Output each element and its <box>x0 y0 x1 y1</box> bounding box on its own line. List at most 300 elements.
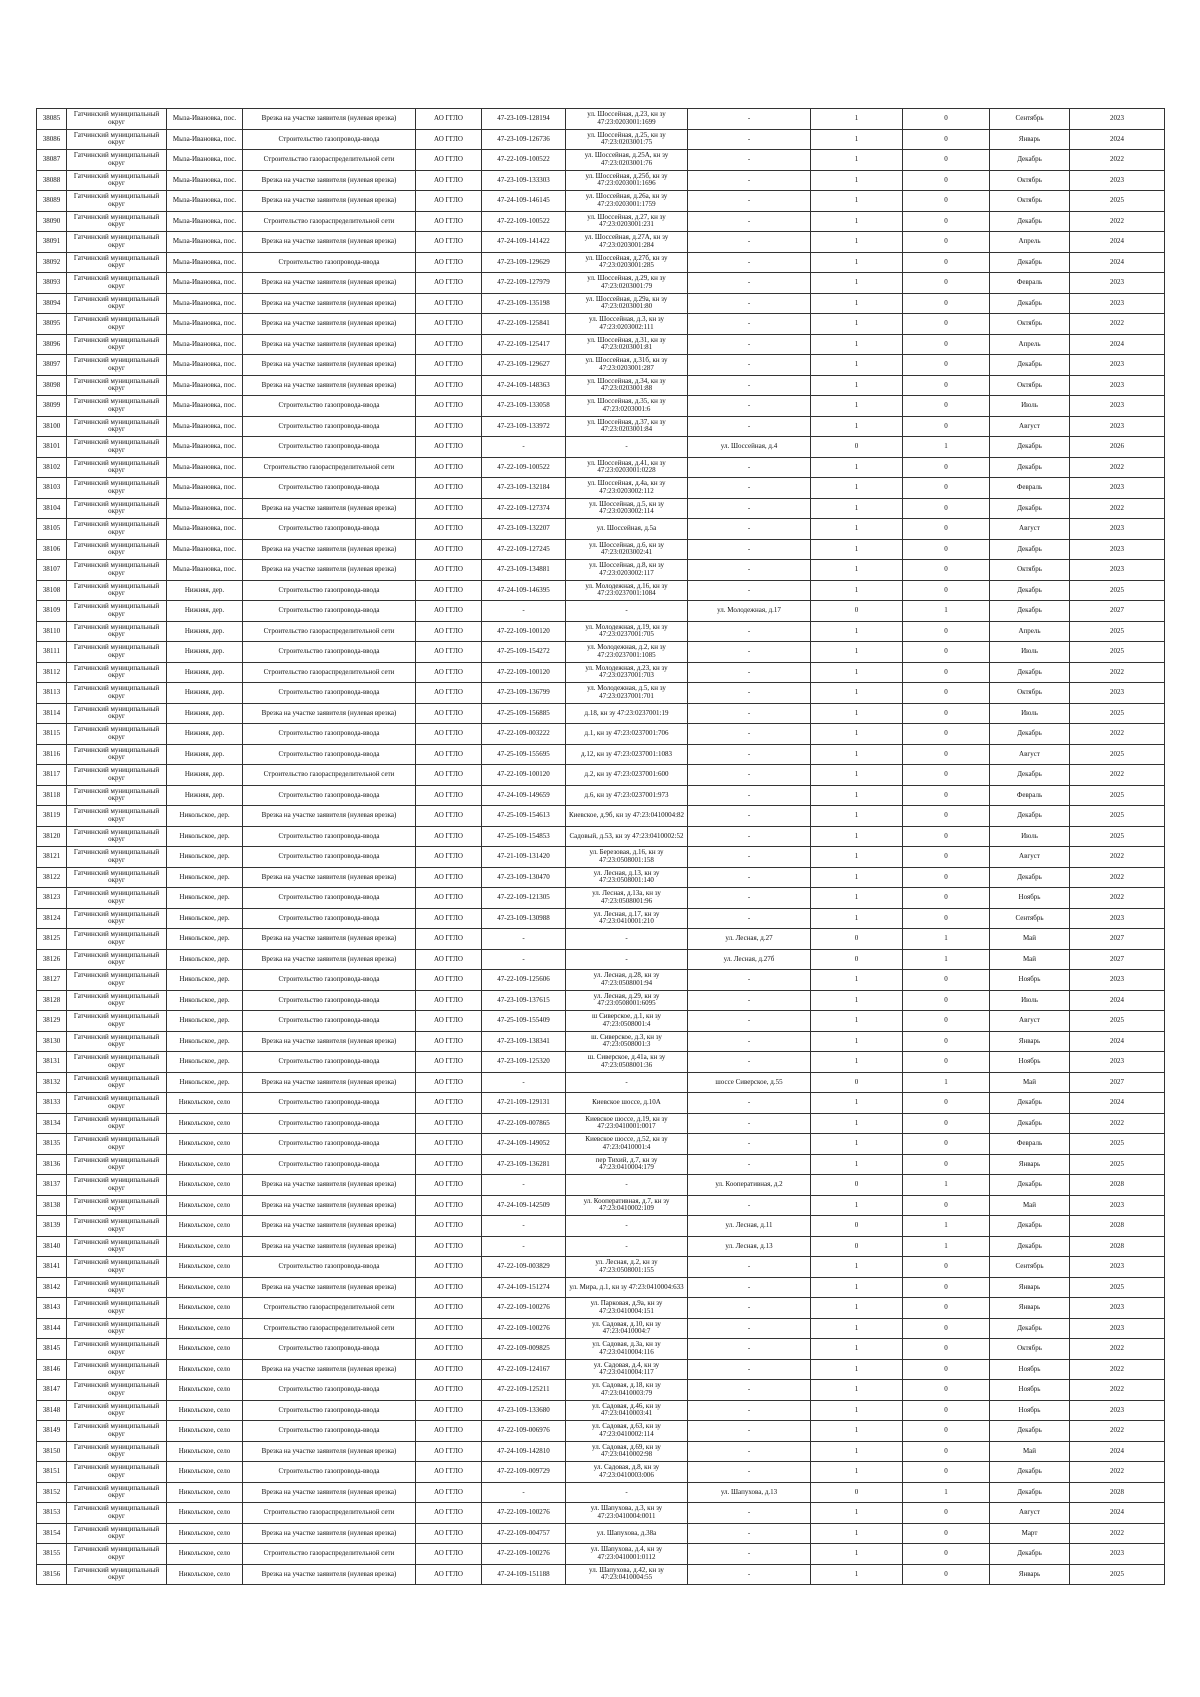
cell-municipal-district: Гатчинский муниципальный округ <box>67 1298 167 1319</box>
cell-municipal-district: Гатчинский муниципальный округ <box>67 703 167 724</box>
cell-planned-address: - <box>688 1134 811 1155</box>
cell-municipal-district: Гатчинский муниципальный округ <box>67 1175 167 1196</box>
cell-count-planned: 0 <box>903 539 990 560</box>
cell-count-planned: 0 <box>903 888 990 909</box>
cell-count-done: 1 <box>811 560 903 581</box>
cell-address-cadastral: Киевское шоссе, д.19, кн зу 47:23:0410001:0017 <box>566 1113 688 1134</box>
cell-municipal-district: Гатчинский муниципальный округ <box>67 1544 167 1565</box>
cell-row-number: 38086 <box>37 129 67 150</box>
cell-organization: АО ГГЛО <box>416 1339 482 1360</box>
cell-row-number: 38101 <box>37 437 67 458</box>
cell-count-done: 1 <box>811 498 903 519</box>
table-row <box>37 273 1165 294</box>
cell-application-number: 47-22-109-100120 <box>482 765 566 786</box>
cell-work-type: Врезка на участке заявителя (нулевая врезка) <box>243 1175 416 1196</box>
cell-organization: АО ГГЛО <box>416 498 482 519</box>
table-row <box>37 539 1165 560</box>
cell-planned-address: - <box>688 621 811 642</box>
cell-year: 2025 <box>1070 642 1165 663</box>
cell-planned-address: - <box>688 806 811 827</box>
cell-address-cadastral: ул. Шоссейная, д.27б, кн зу 47:23:0203001:285 <box>566 252 688 273</box>
table-row <box>37 519 1165 540</box>
cell-organization: АО ГГЛО <box>416 1523 482 1544</box>
cell-row-number: 38152 <box>37 1482 67 1503</box>
cell-planned-address: - <box>688 990 811 1011</box>
cell-organization: АО ГГЛО <box>416 1175 482 1196</box>
cell-count-planned: 0 <box>903 293 990 314</box>
cell-year: 2024 <box>1070 1441 1165 1462</box>
cell-municipal-district: Гатчинский муниципальный округ <box>67 1216 167 1237</box>
table-row <box>37 949 1165 970</box>
cell-planned-address: - <box>688 1564 811 1585</box>
cell-row-number: 38127 <box>37 970 67 991</box>
cell-count-planned: 0 <box>903 191 990 212</box>
table-row <box>37 457 1165 478</box>
cell-application-number: 47-22-109-003829 <box>482 1257 566 1278</box>
cell-count-done: 1 <box>811 703 903 724</box>
cell-month: Декабрь <box>990 601 1070 622</box>
cell-work-type: Строительство газораспределительной сети <box>243 211 416 232</box>
cell-settlement: Никольское, село <box>167 1523 243 1544</box>
cell-address-cadastral: д.6, кн зу 47:23:0237001:973 <box>566 785 688 806</box>
cell-address-cadastral: - <box>566 1482 688 1503</box>
cell-count-done: 1 <box>811 785 903 806</box>
cell-count-planned: 0 <box>903 683 990 704</box>
cell-municipal-district: Гатчинский муниципальный округ <box>67 1236 167 1257</box>
cell-planned-address: - <box>688 252 811 273</box>
cell-work-type: Строительство газопровода-ввода <box>243 437 416 458</box>
cell-organization: АО ГГЛО <box>416 1277 482 1298</box>
cell-work-type: Врезка на участке заявителя (нулевая врезка) <box>243 1523 416 1544</box>
cell-planned-address: - <box>688 109 811 130</box>
cell-municipal-district: Гатчинский муниципальный округ <box>67 170 167 191</box>
cell-year: 2023 <box>1070 519 1165 540</box>
cell-count-done: 1 <box>811 1113 903 1134</box>
cell-address-cadastral: ул. Шоссейная, д.26а, кн зу 47:23:0203001:1759 <box>566 191 688 212</box>
cell-year: 2025 <box>1070 1277 1165 1298</box>
cell-planned-address: - <box>688 1359 811 1380</box>
cell-organization: АО ГГЛО <box>416 601 482 622</box>
table-row <box>37 1093 1165 1114</box>
cell-organization: АО ГГЛО <box>416 847 482 868</box>
table-row <box>37 1421 1165 1442</box>
cell-planned-address: - <box>688 1400 811 1421</box>
cell-address-cadastral: ул. Шоссейная, д.31, кн зу 47:23:0203001:81 <box>566 334 688 355</box>
cell-planned-address: - <box>688 334 811 355</box>
cell-count-planned: 0 <box>903 1544 990 1565</box>
cell-application-number: 47-23-109-137615 <box>482 990 566 1011</box>
cell-settlement: Мыза-Ивановка, пос. <box>167 252 243 273</box>
cell-address-cadastral: ул. Садовая, д.8, кн зу 47:23:0410003:006 <box>566 1462 688 1483</box>
cell-municipal-district: Гатчинский муниципальный округ <box>67 1503 167 1524</box>
table-row <box>37 109 1165 130</box>
cell-application-number: 47-23-109-133680 <box>482 1400 566 1421</box>
cell-work-type: Строительство газопровода-ввода <box>243 416 416 437</box>
cell-application-number: 47-24-109-149052 <box>482 1134 566 1155</box>
cell-month: Декабрь <box>990 150 1070 171</box>
table-row <box>37 1380 1165 1401</box>
cell-count-planned: 0 <box>903 1298 990 1319</box>
cell-row-number: 38106 <box>37 539 67 560</box>
cell-work-type: Строительство газопровода-ввода <box>243 1421 416 1442</box>
cell-application-number: 47-24-109-142810 <box>482 1441 566 1462</box>
cell-application-number: 47-22-109-125841 <box>482 314 566 335</box>
cell-count-planned: 0 <box>903 1339 990 1360</box>
table-row <box>37 1441 1165 1462</box>
cell-address-cadastral: ул. Шоссейная, д.41, кн зу 47:23:0203001:0228 <box>566 457 688 478</box>
cell-count-done: 1 <box>811 1421 903 1442</box>
cell-count-planned: 0 <box>903 478 990 499</box>
cell-row-number: 38144 <box>37 1318 67 1339</box>
cell-organization: АО ГГЛО <box>416 560 482 581</box>
cell-address-cadastral: Садовый, д.53, кн зу 47:23:0410002:52 <box>566 826 688 847</box>
cell-settlement: Нижняя, дер. <box>167 724 243 745</box>
cell-planned-address: - <box>688 170 811 191</box>
cell-row-number: 38113 <box>37 683 67 704</box>
cell-application-number: - <box>482 601 566 622</box>
cell-address-cadastral: ш. Сиверское, д.41а, кн зу 47:23:0508001:36 <box>566 1052 688 1073</box>
cell-year: 2028 <box>1070 1175 1165 1196</box>
cell-count-done: 1 <box>811 478 903 499</box>
cell-work-type: Врезка на участке заявителя (нулевая врезка) <box>243 1216 416 1237</box>
table-row <box>37 908 1165 929</box>
cell-month: Декабрь <box>990 867 1070 888</box>
cell-settlement: Никольское, дер. <box>167 826 243 847</box>
cell-count-planned: 1 <box>903 929 990 950</box>
cell-month: Июль <box>990 703 1070 724</box>
cell-count-done: 1 <box>811 457 903 478</box>
cell-count-planned: 0 <box>903 1031 990 1052</box>
cell-month: Декабрь <box>990 806 1070 827</box>
cell-settlement: Мыза-Ивановка, пос. <box>167 334 243 355</box>
cell-organization: АО ГГЛО <box>416 437 482 458</box>
cell-organization: АО ГГЛО <box>416 478 482 499</box>
cell-application-number: 47-23-109-129629 <box>482 252 566 273</box>
cell-count-done: 1 <box>811 1011 903 1032</box>
cell-municipal-district: Гатчинский муниципальный округ <box>67 1257 167 1278</box>
table-row <box>37 929 1165 950</box>
cell-work-type: Строительство газопровода-ввода <box>243 785 416 806</box>
table-row <box>37 416 1165 437</box>
cell-organization: АО ГГЛО <box>416 1072 482 1093</box>
cell-year: 2023 <box>1070 1298 1165 1319</box>
cell-settlement: Никольское, дер. <box>167 806 243 827</box>
cell-month: Декабрь <box>990 1544 1070 1565</box>
cell-work-type: Врезка на участке заявителя (нулевая врезка) <box>243 1564 416 1585</box>
cell-settlement: Никольское, село <box>167 1544 243 1565</box>
cell-application-number: 47-24-109-146145 <box>482 191 566 212</box>
cell-month: Ноябрь <box>990 970 1070 991</box>
cell-application-number: 47-22-109-125417 <box>482 334 566 355</box>
cell-application-number: 47-25-109-155695 <box>482 744 566 765</box>
cell-application-number: 47-22-109-127374 <box>482 498 566 519</box>
cell-year: 2025 <box>1070 826 1165 847</box>
cell-planned-address: - <box>688 1257 811 1278</box>
cell-row-number: 38119 <box>37 806 67 827</box>
table-row <box>37 580 1165 601</box>
cell-count-done: 1 <box>811 1503 903 1524</box>
cell-count-done: 1 <box>811 642 903 663</box>
table-row <box>37 1400 1165 1421</box>
cell-planned-address: - <box>688 273 811 294</box>
cell-row-number: 38092 <box>37 252 67 273</box>
cell-settlement: Мыза-Ивановка, пос. <box>167 560 243 581</box>
cell-count-done: 1 <box>811 765 903 786</box>
cell-organization: АО ГГЛО <box>416 1236 482 1257</box>
cell-work-type: Строительство газопровода-ввода <box>243 683 416 704</box>
cell-organization: АО ГГЛО <box>416 314 482 335</box>
cell-municipal-district: Гатчинский муниципальный округ <box>67 498 167 519</box>
cell-count-done: 1 <box>811 621 903 642</box>
cell-municipal-district: Гатчинский муниципальный округ <box>67 150 167 171</box>
cell-year: 2025 <box>1070 703 1165 724</box>
cell-planned-address: - <box>688 457 811 478</box>
cell-planned-address: шоссе Сиверское, д.55 <box>688 1072 811 1093</box>
cell-planned-address: ул. Лесная, д.13 <box>688 1236 811 1257</box>
cell-planned-address: - <box>688 1195 811 1216</box>
cell-application-number: 47-24-109-151188 <box>482 1564 566 1585</box>
cell-work-type: Строительство газопровода-ввода <box>243 744 416 765</box>
cell-address-cadastral: ул. Шапухова, д.3, кн зу 47:23:0410004:0011 <box>566 1503 688 1524</box>
table-row <box>37 1236 1165 1257</box>
cell-row-number: 38093 <box>37 273 67 294</box>
cell-address-cadastral: ул. Садовая, д.3а, кн зу 47:23:0410004:116 <box>566 1339 688 1360</box>
cell-municipal-district: Гатчинский муниципальный округ <box>67 191 167 212</box>
cell-application-number: 47-22-109-100522 <box>482 457 566 478</box>
cell-organization: АО ГГЛО <box>416 1298 482 1319</box>
cell-settlement: Никольское, село <box>167 1195 243 1216</box>
cell-month: Август <box>990 416 1070 437</box>
cell-month: Ноябрь <box>990 1052 1070 1073</box>
cell-row-number: 38141 <box>37 1257 67 1278</box>
cell-row-number: 38124 <box>37 908 67 929</box>
cell-municipal-district: Гатчинский муниципальный округ <box>67 211 167 232</box>
cell-work-type: Строительство газопровода-ввода <box>243 990 416 1011</box>
table-row <box>37 703 1165 724</box>
cell-work-type: Врезка на участке заявителя (нулевая врезка) <box>243 806 416 827</box>
cell-municipal-district: Гатчинский муниципальный округ <box>67 1134 167 1155</box>
cell-organization: АО ГГЛО <box>416 1113 482 1134</box>
cell-organization: АО ГГЛО <box>416 170 482 191</box>
table-row <box>37 232 1165 253</box>
table-body <box>37 109 1165 1585</box>
cell-settlement: Нижняя, дер. <box>167 785 243 806</box>
cell-month: Октябрь <box>990 1339 1070 1360</box>
cell-planned-address: ул. Шоссейная, д.4 <box>688 437 811 458</box>
cell-municipal-district: Гатчинский муниципальный округ <box>67 888 167 909</box>
cell-application-number: 47-22-109-100522 <box>482 211 566 232</box>
cell-application-number: 47-24-109-141422 <box>482 232 566 253</box>
cell-settlement: Мыза-Ивановка, пос. <box>167 355 243 376</box>
cell-year: 2022 <box>1070 457 1165 478</box>
cell-municipal-district: Гатчинский муниципальный округ <box>67 1400 167 1421</box>
cell-municipal-district: Гатчинский муниципальный округ <box>67 478 167 499</box>
cell-count-done: 1 <box>811 744 903 765</box>
cell-row-number: 38122 <box>37 867 67 888</box>
cell-municipal-district: Гатчинский муниципальный округ <box>67 908 167 929</box>
cell-municipal-district: Гатчинский муниципальный округ <box>67 273 167 294</box>
cell-settlement: Никольское, село <box>167 1134 243 1155</box>
table-row <box>37 785 1165 806</box>
cell-work-type: Строительство газораспределительной сети <box>243 621 416 642</box>
cell-count-planned: 1 <box>903 1216 990 1237</box>
cell-planned-address: - <box>688 1011 811 1032</box>
cell-count-done: 1 <box>811 1257 903 1278</box>
cell-count-planned: 0 <box>903 744 990 765</box>
cell-month: Ноябрь <box>990 1359 1070 1380</box>
table-row <box>37 642 1165 663</box>
cell-address-cadastral: ул. Лесная, д.13а, кн зу 47:23:0508001:96 <box>566 888 688 909</box>
cell-application-number: 47-22-109-124167 <box>482 1359 566 1380</box>
table-row <box>37 1318 1165 1339</box>
cell-year: 2028 <box>1070 1482 1165 1503</box>
cell-count-done: 1 <box>811 1339 903 1360</box>
cell-planned-address: ул. Молодежная, д.17 <box>688 601 811 622</box>
cell-organization: АО ГГЛО <box>416 1503 482 1524</box>
table-row <box>37 1339 1165 1360</box>
cell-work-type: Строительство газораспределительной сети <box>243 1503 416 1524</box>
cell-count-done: 1 <box>811 1380 903 1401</box>
cell-municipal-district: Гатчинский муниципальный округ <box>67 970 167 991</box>
table-row <box>37 765 1165 786</box>
cell-settlement: Никольское, дер. <box>167 1072 243 1093</box>
cell-work-type: Строительство газопровода-ввода <box>243 129 416 150</box>
cell-planned-address: - <box>688 826 811 847</box>
cell-work-type: Строительство газопровода-ввода <box>243 1011 416 1032</box>
cell-application-number: 47-22-109-127979 <box>482 273 566 294</box>
cell-count-done: 1 <box>811 375 903 396</box>
cell-organization: АО ГГЛО <box>416 211 482 232</box>
table-row <box>37 170 1165 191</box>
cell-planned-address: - <box>688 1298 811 1319</box>
cell-year: 2022 <box>1070 1523 1165 1544</box>
cell-planned-address: - <box>688 191 811 212</box>
cell-year: 2026 <box>1070 437 1165 458</box>
cell-year: 2023 <box>1070 1318 1165 1339</box>
cell-planned-address: - <box>688 580 811 601</box>
cell-application-number: 47-23-109-125320 <box>482 1052 566 1073</box>
cell-municipal-district: Гатчинский муниципальный округ <box>67 1359 167 1380</box>
cell-count-done: 1 <box>811 539 903 560</box>
cell-count-planned: 0 <box>903 211 990 232</box>
cell-count-done: 1 <box>811 1318 903 1339</box>
cell-year: 2025 <box>1070 806 1165 827</box>
cell-year: 2024 <box>1070 1093 1165 1114</box>
cell-row-number: 38111 <box>37 642 67 663</box>
cell-work-type: Врезка на участке заявителя (нулевая врезка) <box>243 1359 416 1380</box>
cell-year: 2023 <box>1070 478 1165 499</box>
cell-planned-address: ул. Лесная, д.27 <box>688 929 811 950</box>
cell-organization: АО ГГЛО <box>416 1482 482 1503</box>
cell-year: 2023 <box>1070 293 1165 314</box>
cell-planned-address: ул. Лесная, д.27б <box>688 949 811 970</box>
cell-month: Февраль <box>990 273 1070 294</box>
cell-application-number: 47-22-109-100120 <box>482 662 566 683</box>
cell-address-cadastral: Киевское шоссе, д.10А <box>566 1093 688 1114</box>
cell-application-number: 47-23-109-132207 <box>482 519 566 540</box>
cell-count-planned: 0 <box>903 1462 990 1483</box>
table-row <box>37 560 1165 581</box>
cell-count-done: 0 <box>811 949 903 970</box>
cell-application-number: 47-22-109-006976 <box>482 1421 566 1442</box>
cell-count-done: 1 <box>811 1052 903 1073</box>
cell-count-done: 1 <box>811 826 903 847</box>
cell-application-number: 47-24-109-149659 <box>482 785 566 806</box>
cell-municipal-district: Гатчинский муниципальный округ <box>67 293 167 314</box>
cell-work-type: Строительство газопровода-ввода <box>243 252 416 273</box>
cell-work-type: Строительство газопровода-ввода <box>243 847 416 868</box>
cell-month: Февраль <box>990 478 1070 499</box>
cell-settlement: Никольское, село <box>167 1257 243 1278</box>
cell-work-type: Строительство газопровода-ввода <box>243 396 416 417</box>
cell-count-planned: 0 <box>903 785 990 806</box>
cell-work-type: Строительство газораспределительной сети <box>243 662 416 683</box>
cell-settlement: Мыза-Ивановка, пос. <box>167 416 243 437</box>
cell-month: Май <box>990 1441 1070 1462</box>
cell-address-cadastral: ул. Парковая, д.9а, кн зу 47:23:0410004:151 <box>566 1298 688 1319</box>
cell-application-number: 47-22-109-100276 <box>482 1298 566 1319</box>
cell-planned-address: - <box>688 1093 811 1114</box>
cell-organization: АО ГГЛО <box>416 806 482 827</box>
cell-municipal-district: Гатчинский муниципальный округ <box>67 929 167 950</box>
cell-address-cadastral: ул. Кооперативная, д.7, кн зу 47:23:0410002:109 <box>566 1195 688 1216</box>
cell-planned-address: - <box>688 293 811 314</box>
cell-planned-address: - <box>688 498 811 519</box>
cell-organization: АО ГГЛО <box>416 1421 482 1442</box>
cell-settlement: Никольское, дер. <box>167 990 243 1011</box>
cell-settlement: Никольское, село <box>167 1421 243 1442</box>
cell-address-cadastral: ул. Шоссейная, д.23, кн зу 47:23:0203001:1699 <box>566 109 688 130</box>
cell-year: 2027 <box>1070 601 1165 622</box>
cell-address-cadastral: ул. Шапухова, д.42, кн зу 47:23:0410004:55 <box>566 1564 688 1585</box>
cell-month: Декабрь <box>990 437 1070 458</box>
cell-municipal-district: Гатчинский муниципальный округ <box>67 1462 167 1483</box>
cell-application-number: 47-23-109-128194 <box>482 109 566 130</box>
cell-month: Июль <box>990 642 1070 663</box>
table-row <box>37 1257 1165 1278</box>
cell-organization: АО ГГЛО <box>416 1441 482 1462</box>
cell-month: Январь <box>990 1564 1070 1585</box>
table-row <box>37 150 1165 171</box>
cell-count-planned: 0 <box>903 375 990 396</box>
cell-work-type: Врезка на участке заявителя (нулевая врезка) <box>243 273 416 294</box>
cell-planned-address: - <box>688 703 811 724</box>
cell-work-type: Строительство газопровода-ввода <box>243 519 416 540</box>
cell-address-cadastral: - <box>566 437 688 458</box>
cell-count-planned: 0 <box>903 232 990 253</box>
cell-count-done: 1 <box>811 396 903 417</box>
cell-year: 2023 <box>1070 683 1165 704</box>
cell-address-cadastral: - <box>566 1072 688 1093</box>
cell-planned-address: - <box>688 1503 811 1524</box>
cell-year: 2022 <box>1070 1339 1165 1360</box>
table-row <box>37 478 1165 499</box>
table-row <box>37 293 1165 314</box>
cell-settlement: Никольское, дер. <box>167 888 243 909</box>
cell-month: Апрель <box>990 232 1070 253</box>
cell-settlement: Никольское, село <box>167 1298 243 1319</box>
cell-row-number: 38149 <box>37 1421 67 1442</box>
cell-row-number: 38085 <box>37 109 67 130</box>
cell-address-cadastral: - <box>566 1175 688 1196</box>
cell-address-cadastral: ул. Лесная, д.2, кн зу 47:23:0508001:155 <box>566 1257 688 1278</box>
cell-organization: АО ГГЛО <box>416 129 482 150</box>
cell-year: 2023 <box>1070 1052 1165 1073</box>
cell-year: 2022 <box>1070 1462 1165 1483</box>
cell-address-cadastral: ул. Шоссейная, д.5а <box>566 519 688 540</box>
cell-municipal-district: Гатчинский муниципальный округ <box>67 539 167 560</box>
cell-organization: АО ГГЛО <box>416 355 482 376</box>
